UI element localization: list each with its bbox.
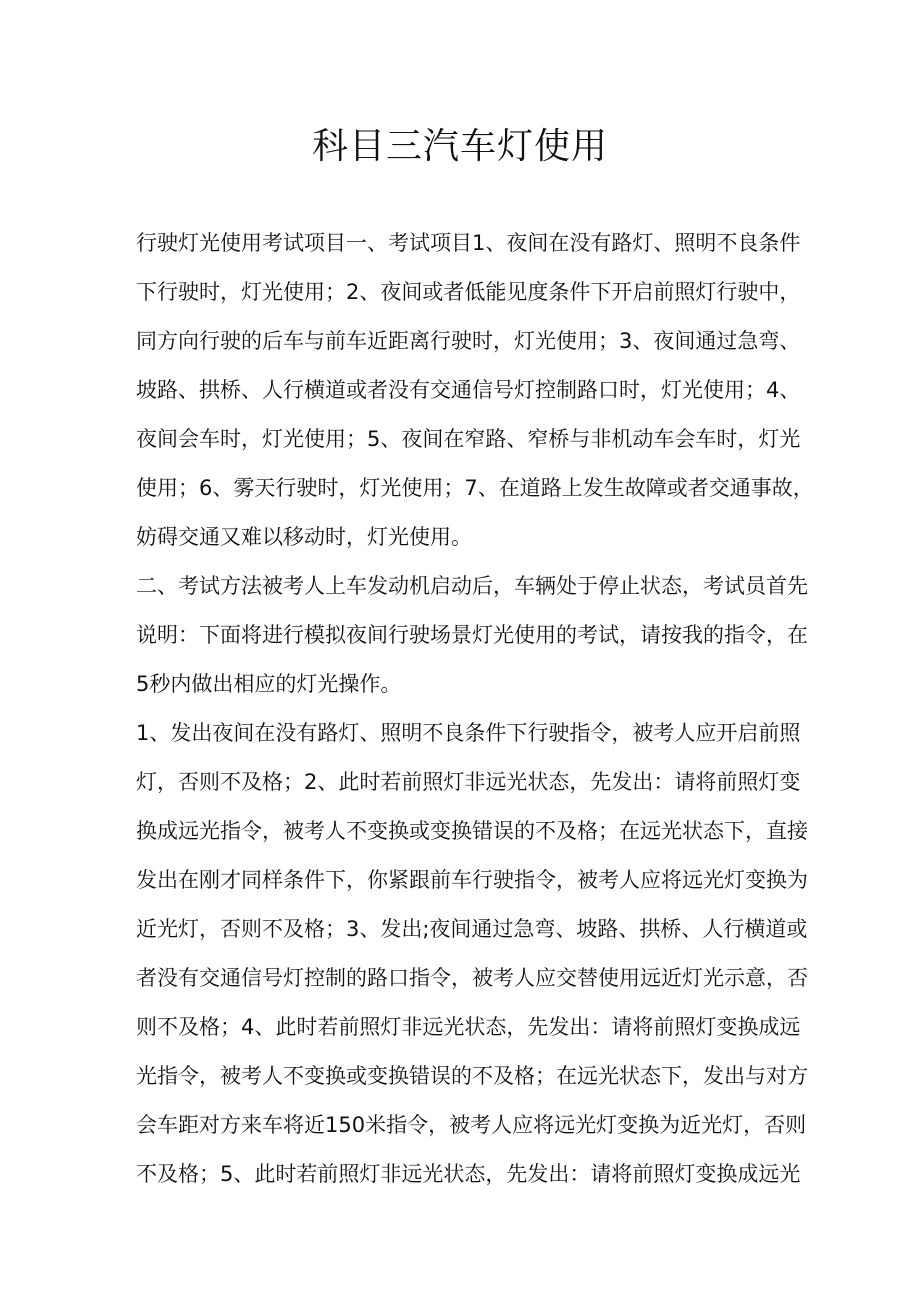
- text-line: 发出在刚才同样条件下，你紧跟前车行驶指令，被考人应将远光灯变换为: [136, 868, 808, 892]
- document-title: 科目三汽车灯使用: [311, 126, 608, 167]
- text-line: 则不及格；4、此时若前照灯非远光状态，先发出：请将前照灯变换成远: [136, 1015, 801, 1039]
- text-line: 光指令，被考人不变换或变换错误的不及格；在远光状态下，发出与对方: [136, 1064, 808, 1088]
- text-line: 妨碍交通又难以移动时，灯光使用。: [136, 525, 472, 549]
- text-line: 二、考试方法被考人上车发动机启动后，车辆处于停止状态，考试员首先: [136, 574, 808, 598]
- text-line: 使用；6、雾天行驶时，灯光使用；7、在道路上发生故障或者交通事故，: [136, 476, 814, 500]
- text-line: 说明：下面将进行模拟夜间行驶场景灯光使用的考试，请按我的指令，在: [136, 623, 808, 647]
- text-line: 不及格；5、此时若前照灯非远光状态，先发出：请将前照灯变换成远光: [136, 1162, 801, 1186]
- text-line: 近光灯，否则不及格；3、发出;夜间通过急弯、坡路、拱桥、人行横道或: [136, 917, 808, 941]
- text-line: 1、发出夜间在没有路灯、照明不良条件下行驶指令，被考人应开启前照: [136, 721, 801, 745]
- text-line: 换成远光指令，被考人不变换或变换错误的不及格；在远光状态下，直接: [136, 819, 808, 843]
- text-line: 会车距对方来车将近150米指令，被考人应将远光灯变换为近光灯，否则: [136, 1113, 807, 1137]
- text-line: 坡路、拱桥、人行横道或者没有交通信号灯控制路口时，灯光使用；4、: [136, 378, 801, 402]
- text-line: 行驶灯光使用考试项目一、考试项目1、夜间在没有路灯、照明不良条件: [136, 231, 801, 255]
- text-line: 夜间会车时，灯光使用；5、夜间在窄路、窄桥与非机动车会车时，灯光: [136, 427, 801, 451]
- text-line: 灯，否则不及格；2、此时若前照灯非远光状态，先发出：请将前照灯变: [136, 770, 801, 794]
- text-line: 同方向行驶的后车与前车近距离行驶时，灯光使用；3、夜间通过急弯、: [136, 329, 801, 353]
- text-line: 5秒内做出相应的灯光操作。: [136, 672, 402, 696]
- text-line: 下行驶时，灯光使用；2、夜间或者低能见度条件下开启前照灯行驶中，: [136, 280, 801, 304]
- text-line: 者没有交通信号灯控制的路口指令，被考人应交替使用远近灯光示意，否: [136, 966, 808, 990]
